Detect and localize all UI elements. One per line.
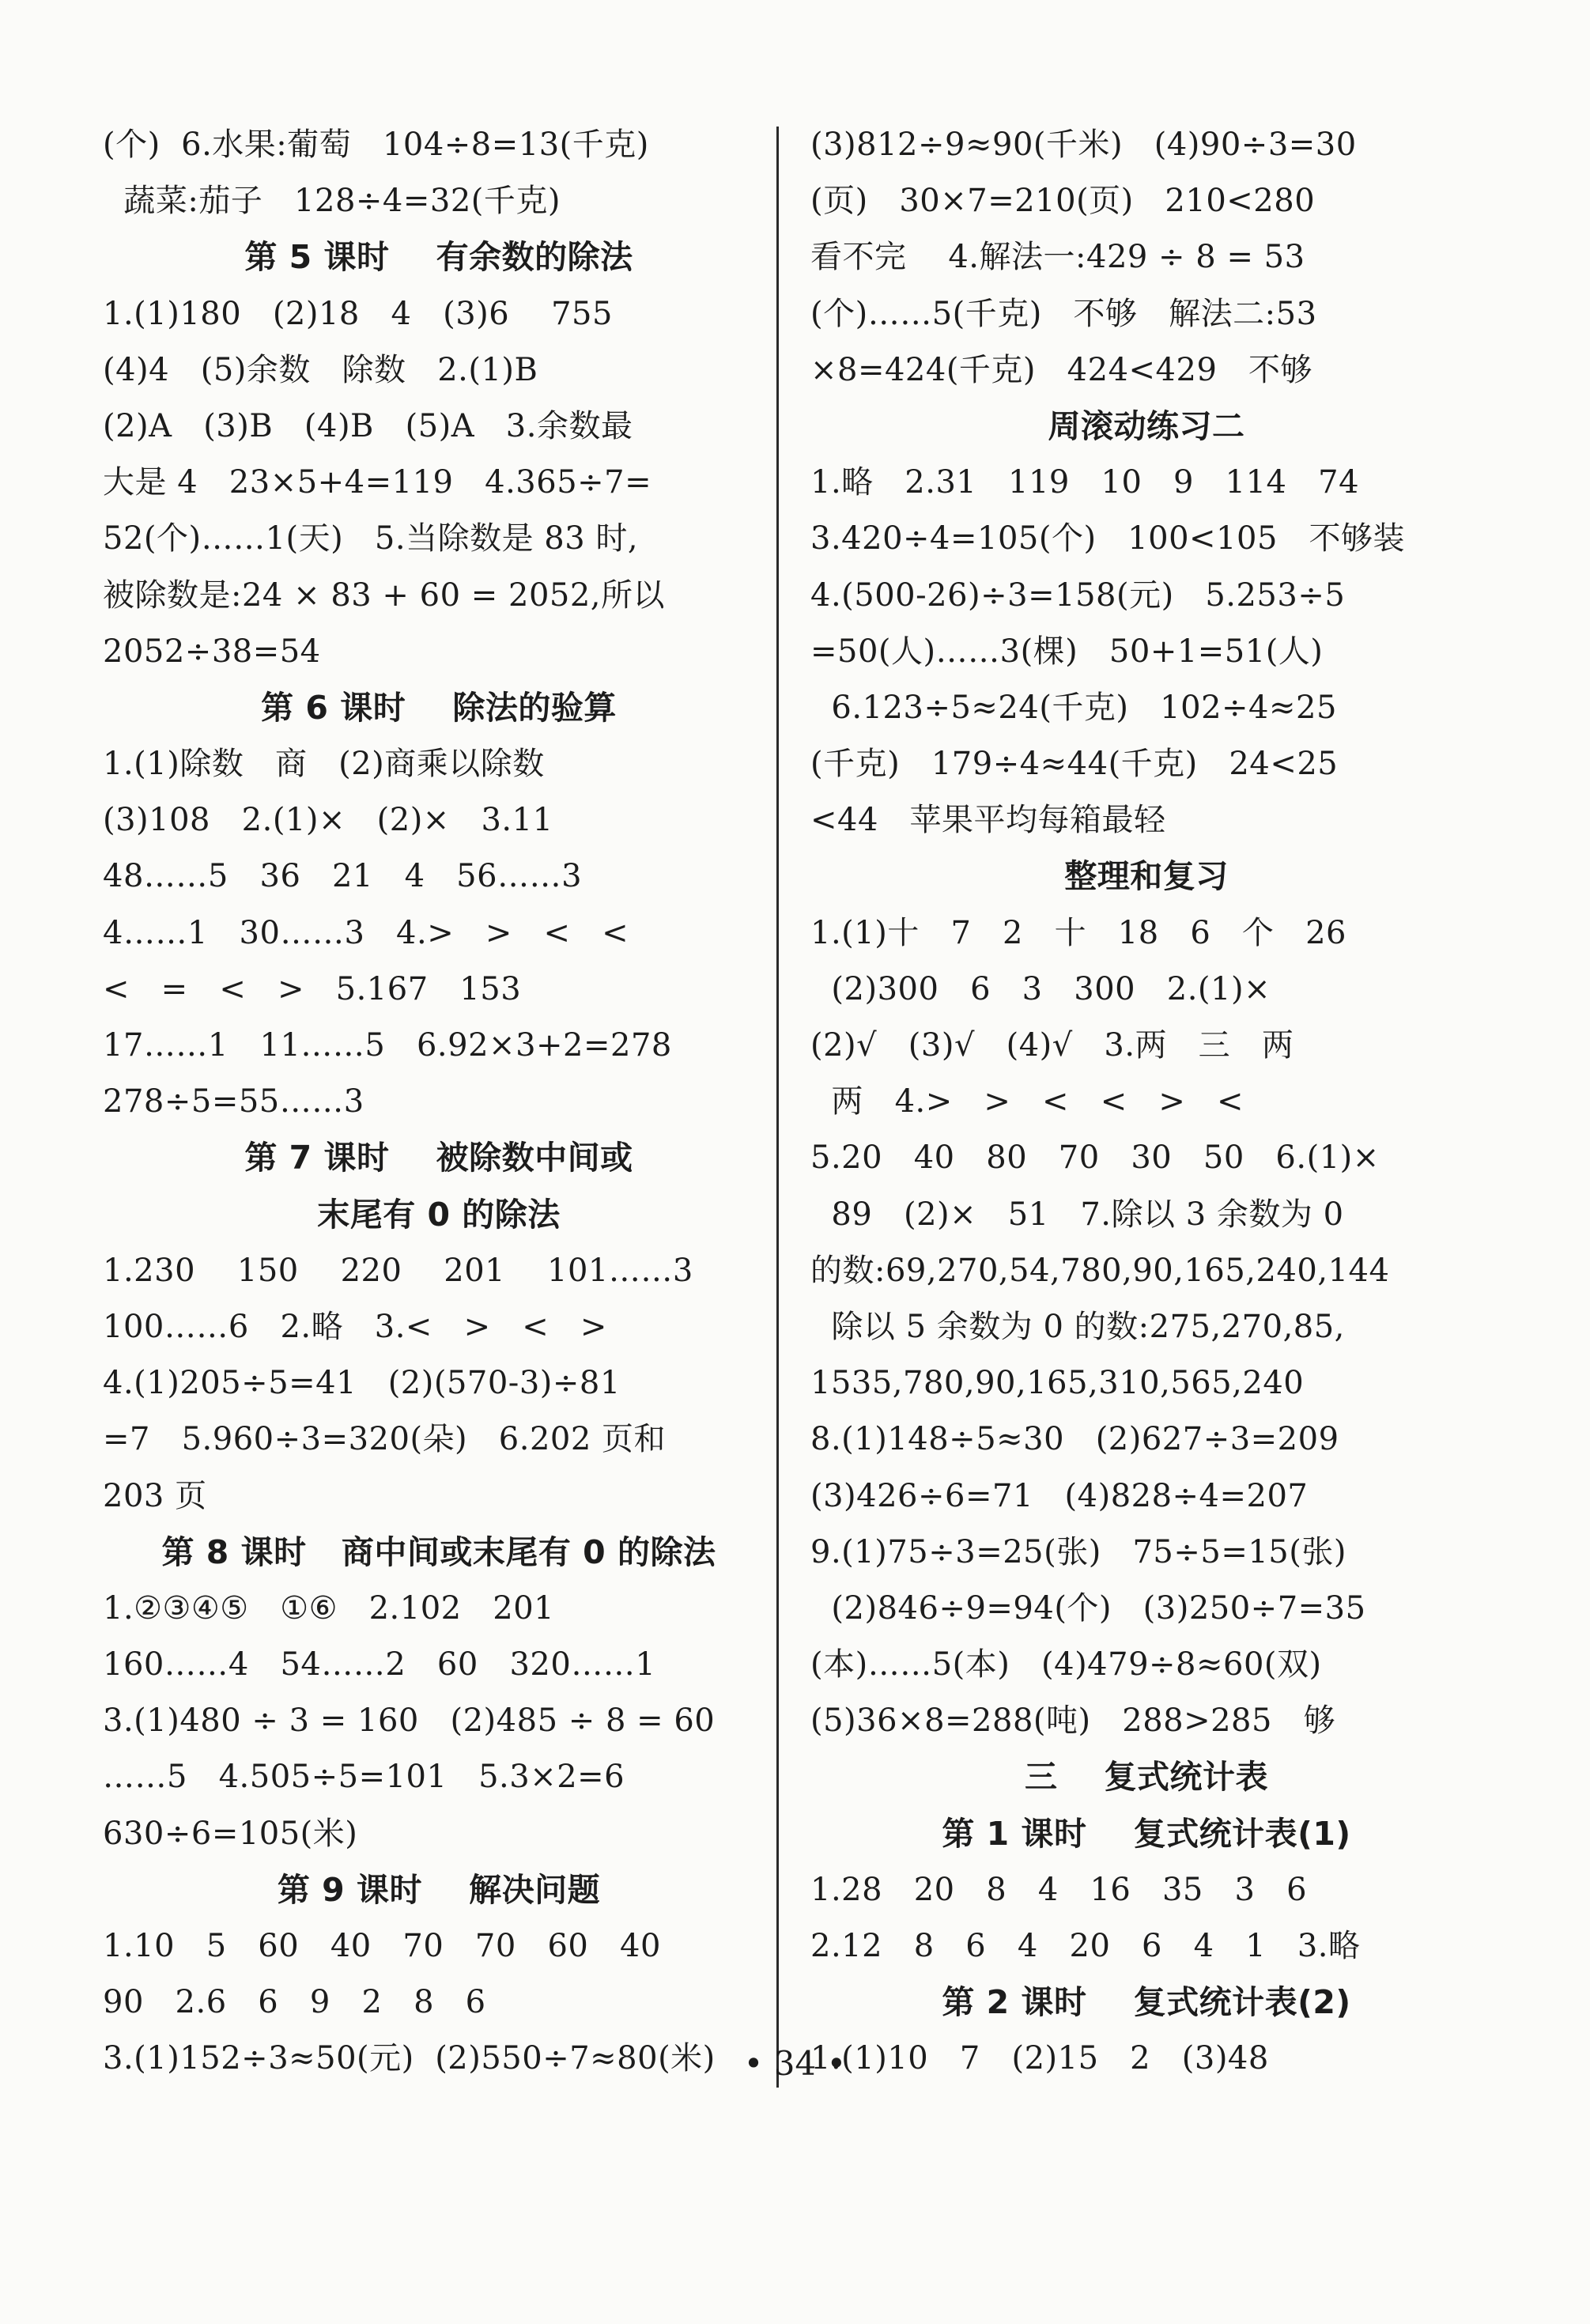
answer-line: 1.10 5 60 40 70 70 60 40 bbox=[103, 1928, 661, 1964]
answer-line: 的数:69,270,54,780,90,165,240,144 bbox=[810, 1252, 1390, 1289]
section-heading: 第 5 课时 有余数的除法 bbox=[244, 238, 633, 277]
answer-line: <44 苹果平均每箱最轻 bbox=[810, 802, 1166, 839]
answer-line: (2)A (3)B (4)B (5)A 3.余数最 bbox=[103, 407, 633, 444]
answer-line: 蔬菜:茄子 128÷4=32(千克) bbox=[103, 183, 561, 220]
answer-line: 1.(1)除数 商 (2)商乘以除数 bbox=[103, 746, 545, 783]
answer-line: 1.28 20 8 4 16 35 3 6 bbox=[810, 1871, 1308, 1908]
answer-line: (4)4 (5)余数 除数 2.(1)B bbox=[103, 351, 538, 388]
answer-line: 除以 5 余数为 0 的数:275,270,85, bbox=[810, 1308, 1345, 1345]
answer-line: (2)√ (3)√ (4)√ 3.两 三 两 bbox=[810, 1027, 1294, 1064]
answer-line: 9.(1)75÷3=25(张) 75÷5=15(张) bbox=[810, 1533, 1346, 1570]
answer-line: 4.(500-26)÷3=158(元) 5.253÷5 bbox=[810, 576, 1346, 614]
answer-line: (个) 6.水果:葡萄 104÷8=13(千克) bbox=[103, 127, 649, 163]
answer-line: 2052÷38=54 bbox=[103, 633, 321, 670]
answer-line: 630÷6=105(米) bbox=[103, 1815, 358, 1852]
answer-line: (5)36×8=288(吨) 288>285 够 bbox=[810, 1702, 1336, 1740]
answer-line: 52(个)……1(天) 5.当除数是 83 时, bbox=[103, 520, 639, 557]
answer-line: 160……4 54……2 60 320……1 bbox=[103, 1646, 656, 1683]
section-heading: 第 7 课时 被除数中间或 bbox=[244, 1139, 633, 1177]
answer-line: =7 5.960÷3=320(朵) 6.202 页和 bbox=[103, 1421, 667, 1458]
answer-line: 1.230 150 220 201 101……3 bbox=[103, 1252, 693, 1289]
section-heading: 第 9 课时 解决问题 bbox=[277, 1870, 601, 1909]
answer-line: 203 页 bbox=[103, 1477, 207, 1514]
answer-line: 两 4.> > < < > < bbox=[810, 1083, 1244, 1120]
left-answer-column bbox=[103, 117, 775, 2088]
answer-line: (3)108 2.(1)× (2)× 3.11 bbox=[103, 802, 553, 839]
answer-line: 3.(1)480 ÷ 3 = 160 (2)485 ÷ 8 = 60 bbox=[103, 1702, 716, 1740]
answer-line: 3.420÷4=105(个) 100<105 不够装 bbox=[810, 520, 1406, 557]
section-heading: 整理和复习 bbox=[1064, 857, 1229, 896]
answer-line: (2)846÷9=94(个) (3)250÷7=35 bbox=[810, 1589, 1366, 1627]
answer-line: 1.略 2.31 119 10 9 114 74 bbox=[810, 464, 1360, 501]
answer-line: 4.(1)205÷5=41 (2)(570-3)÷81 bbox=[103, 1365, 621, 1402]
answer-line: ……5 4.505÷5=101 5.3×2=6 bbox=[103, 1759, 625, 1796]
answer-line: (本)……5(本) (4)479÷8≈60(双) bbox=[810, 1646, 1322, 1683]
answer-line: (个)……5(千克) 不够 解法二:53 bbox=[810, 295, 1317, 332]
section-heading: 第 2 课时 复式统计表(2) bbox=[942, 1983, 1351, 2022]
answer-line: (3)426÷6=71 (4)828÷4=207 bbox=[810, 1477, 1309, 1514]
answer-line: 1.(1)十 7 2 十 18 6 个 26 bbox=[810, 914, 1346, 951]
section-heading: 周滚动练习二 bbox=[1048, 406, 1245, 445]
answer-line: 100……6 2.略 3.< > < > bbox=[103, 1308, 607, 1345]
answer-line: 被除数是:24 × 83 + 60 = 2052,所以 bbox=[103, 576, 666, 614]
answer-line: 17……1 11……5 6.92×3+2=278 bbox=[103, 1027, 672, 1064]
answer-line: 8.(1)148÷5≈30 (2)627÷3=209 bbox=[810, 1421, 1339, 1458]
answer-line: 5.20 40 80 70 30 50 6.(1)× bbox=[810, 1139, 1380, 1177]
answer-line: 1.②③④⑤ ①⑥ 2.102 201 bbox=[103, 1589, 555, 1627]
answer-line: < = < > 5.167 153 bbox=[103, 970, 522, 1007]
section-heading: 第 6 课时 除法的验算 bbox=[261, 688, 617, 727]
answer-line: 278÷5=55……3 bbox=[103, 1083, 364, 1120]
answer-line: 4……1 30……3 4.> > < < bbox=[103, 914, 629, 951]
answer-line: 看不完 4.解法一:429 ÷ 8 = 53 bbox=[810, 239, 1305, 276]
answer-line: (2)300 6 3 300 2.(1)× bbox=[810, 970, 1271, 1007]
answer-line: 1.(1)180 (2)18 4 (3)6 755 bbox=[103, 295, 613, 332]
page-number: • 34 • bbox=[743, 2044, 847, 2083]
answer-line: 6.123÷5≈24(千克) 102÷4≈25 bbox=[810, 689, 1337, 726]
section-heading: 第 8 课时 商中间或末尾有 0 的除法 bbox=[161, 1532, 716, 1571]
answer-line: 1535,780,90,165,310,565,240 bbox=[810, 1365, 1305, 1402]
answer-line: (千克) 179÷4≈44(千克) 24<25 bbox=[810, 746, 1339, 783]
section-heading: 三 复式统计表 bbox=[1024, 1758, 1269, 1797]
answer-line: 3.(1)152÷3≈50(元) (2)550÷7≈80(米) bbox=[103, 2040, 716, 2077]
answer-line: 48……5 36 21 4 56……3 bbox=[103, 858, 583, 895]
answer-line: (3)812÷9≈90(千米) (4)90÷3=30 bbox=[810, 127, 1357, 163]
answer-line: (页) 30×7=210(页) 210<280 bbox=[810, 183, 1316, 220]
answer-line: 大是 4 23×5+4=119 4.365÷7= bbox=[103, 464, 652, 501]
answer-line: 1.(1)10 7 (2)15 2 (3)48 bbox=[810, 2040, 1269, 2077]
answer-line: 89 (2)× 51 7.除以 3 余数为 0 bbox=[810, 1196, 1344, 1233]
answer-line: ×8=424(千克) 424<429 不够 bbox=[810, 351, 1313, 388]
column-divider bbox=[776, 127, 779, 2088]
section-heading: 第 1 课时 复式统计表(1) bbox=[942, 1814, 1351, 1853]
right-answer-column bbox=[810, 117, 1482, 2088]
answer-line: =50(人)……3(棵) 50+1=51(人) bbox=[810, 633, 1324, 670]
answer-line: 90 2.6 6 9 2 8 6 bbox=[103, 1984, 486, 2021]
answer-line: 2.12 8 6 4 20 6 4 1 3.略 bbox=[810, 1928, 1361, 1964]
section-heading: 末尾有 0 的除法 bbox=[317, 1195, 561, 1234]
